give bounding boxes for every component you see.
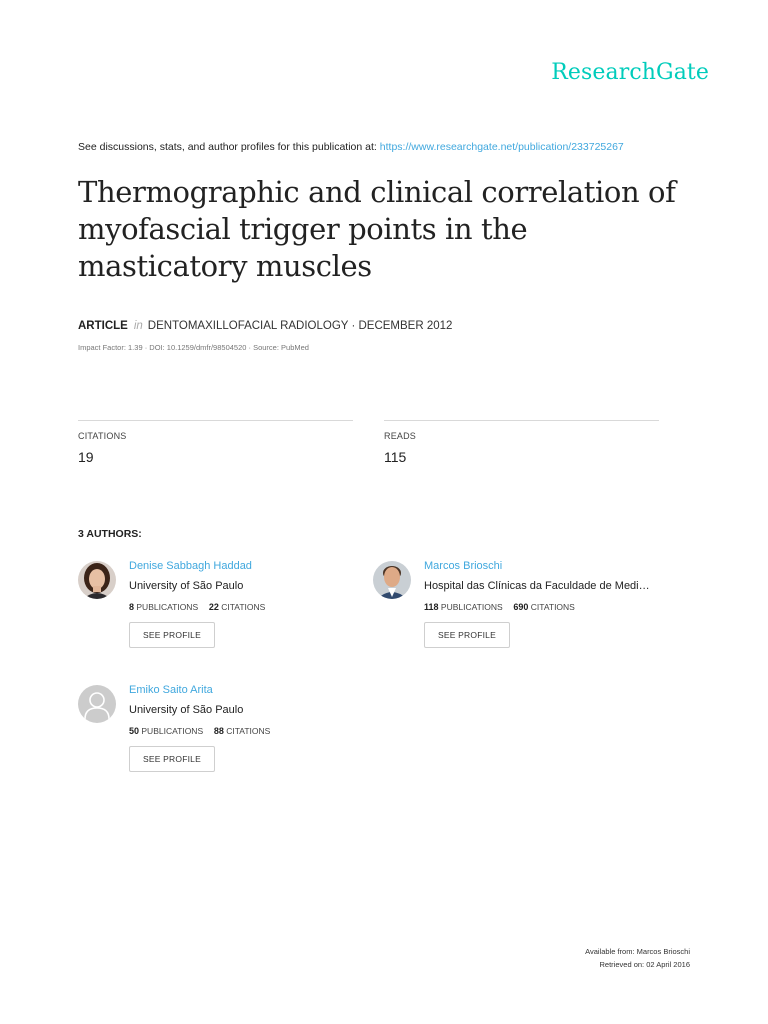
retrieved-on: Retrieved on: 02 April 2016 [599, 960, 690, 969]
author-institution: University of São Paulo [129, 580, 244, 592]
author-stats [129, 602, 379, 612]
author-institution: University of São Paulo [129, 704, 244, 716]
author-stats [129, 726, 379, 736]
default-avatar-icon[interactable] [78, 685, 116, 723]
publications-count: 118 [424, 602, 439, 612]
article-type: ARTICLE [78, 320, 128, 332]
citations-label: CITATIONS [530, 602, 575, 612]
see-profile-button[interactable]: SEE PROFILE [129, 622, 215, 648]
author-photo[interactable] [78, 561, 116, 599]
authors-heading: 3 AUTHORS: [78, 528, 142, 540]
journal-info: DENTOMAXILLOFACIAL RADIOLOGY · DECEMBER 2012 [147, 320, 453, 332]
see-profile-button[interactable]: SEE PROFILE [129, 746, 215, 772]
publications-label: PUBLICATIONS [141, 726, 204, 736]
reads-value: 115 [384, 449, 407, 465]
citations-count: 690 [513, 602, 529, 612]
publications-label: PUBLICATIONS [136, 602, 199, 612]
publications-label: PUBLICATIONS [440, 602, 503, 612]
discussion-line [78, 141, 624, 153]
citations-value: 19 [78, 449, 94, 465]
reads-label: READS [384, 431, 417, 441]
author-stats [424, 602, 674, 612]
author-photo[interactable] [373, 561, 411, 599]
publication-link[interactable]: https://www.researchgate.net/publication/233725267 [379, 141, 624, 153]
article-in: in [133, 320, 143, 332]
reads-stat [384, 420, 659, 465]
see-profile-button[interactable]: SEE PROFILE [424, 622, 510, 648]
citations-label: CITATIONS [221, 602, 266, 612]
citations-label: CITATIONS [226, 726, 271, 736]
author-name-link[interactable]: Denise Sabbagh Haddad [129, 560, 252, 572]
publications-count: 8 [129, 602, 135, 612]
article-meta: Impact Factor: 1.39 · DOI: 10.1259/dmfr/98504520 · Source: PubMed [78, 343, 309, 352]
publication-title: Thermographic and clinical correlation of myofascial trigger points in the masticatory muscles [78, 175, 676, 283]
author-name-link[interactable]: Emiko Saito Arita [129, 684, 213, 696]
citations-count: 22 [208, 602, 219, 612]
publications-count: 50 [129, 726, 140, 736]
footer [585, 945, 690, 971]
citations-stat [78, 420, 353, 465]
author-name-link[interactable]: Marcos Brioschi [424, 560, 503, 572]
author-institution: Hospital das Clínicas da Faculdade de Medi… [424, 580, 650, 592]
discussion-text: See discussions, stats, and author profiles for this publication at: [78, 141, 377, 153]
researchgate-logo[interactable]: ResearchGate [551, 60, 709, 85]
available-from: Available from: Marcos Brioschi [585, 947, 690, 956]
citations-count: 88 [213, 726, 224, 736]
citations-label: CITATIONS [78, 431, 127, 441]
article-info [78, 320, 452, 332]
